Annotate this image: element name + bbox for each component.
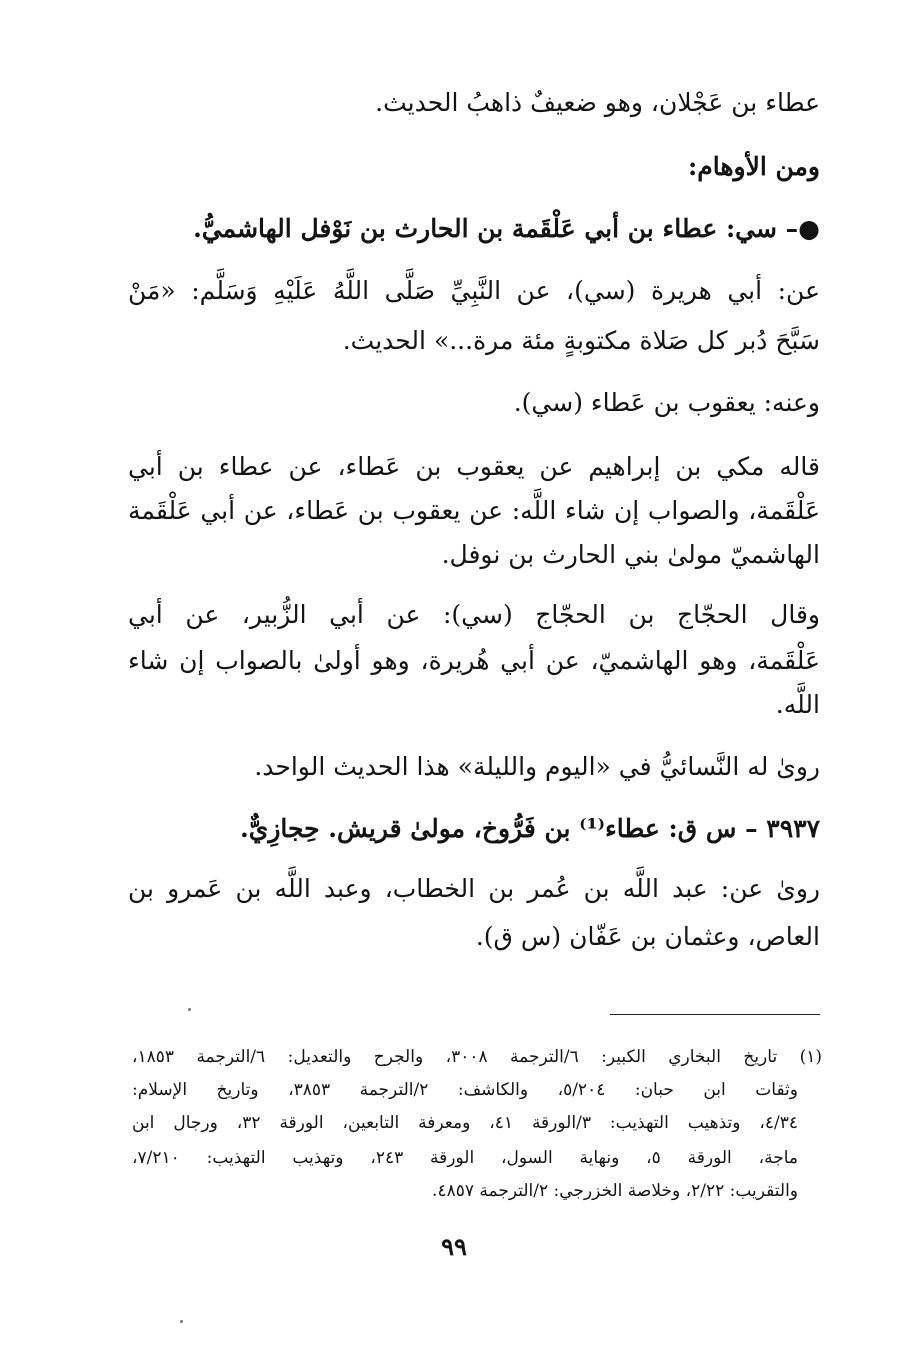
body-line: روىٰ عن: عبد اللَّه بن عُمر بن الخطاب، وعبد اللَّه بن عَمرو بن: [128, 874, 820, 903]
body-line: العاص، وعثمان بن عَفّان (س ق).: [475, 922, 820, 951]
section-heading: ومن الأوهام:: [688, 152, 820, 181]
entry-heading: ٣٩٣٧ – س ق: عطاء⁽¹⁾ بن فَرُّوخ، مولىٰ قريش. حِجازِيٌّ.: [240, 814, 820, 843]
footnote-line: والتقريب: ٢/٢٢، وخلاصة الخزرجي: ٢/الترجمة ٤٨٥٧.: [432, 1181, 798, 1201]
scan-speck: [188, 1008, 191, 1011]
entry-heading: ●– سي: عطاء بن أبي عَلْقَمة بن الحارث بن نَوْفل الهاشميُّ.: [193, 214, 820, 243]
body-line: عَلْقَمة، والصواب إن شاء اللَّه: عن يعقوب بن عَطاء، عن أبي عَلْقَمة: [128, 496, 820, 525]
body-line: عن: أبي هريرة (سي)، عن النَّبِيِّ صَلَّى اللَّهُ عَلَيْهِ وَسَلَّم: «مَنْ: [128, 276, 820, 305]
footnote-line: ماجة، الورقة ٥، ونهاية السول، الورقة ٢٤٣، وتهذيب التهذيب: ٧/٢١٠،: [132, 1148, 798, 1168]
body-line: الهاشميّ مولىٰ بني الحارث بن نوفل.: [441, 540, 820, 569]
body-line: روىٰ له النَّسائيُّ في «اليوم والليلة» هذا الحديث الواحد.: [254, 752, 820, 781]
scan-speck: [180, 1320, 183, 1323]
footnote-line: وثقات ابن حبان: ٥/٢٠٤، والكاشف: ٢/الترجمة ٣٨٥٣، وتاريخ الإسلام:: [132, 1080, 798, 1100]
body-line: وعنه: يعقوب بن عَطاء (سي).: [513, 388, 820, 417]
footnote-line: ٤/٣٤، وتذهيب التهذيب: ٣/الورقة ٤١، ومعرفة التابعين، الورقة ٣٢، ورجال ابن: [132, 1113, 798, 1133]
body-line: قاله مكي بن إبراهيم عن يعقوب بن عَطاء، عن عطاء بن أبي: [128, 452, 820, 481]
body-line: عَلْقَمة، وهو الهاشميّ، عن أبي هُريرة، وهو أولىٰ بالصواب إن شاء: [128, 646, 820, 675]
body-line: اللَّه.: [775, 690, 820, 719]
footnote-separator: [610, 1014, 820, 1015]
footnote-line: (١) تاريخ البخاري الكبير: ٦/الترجمة ٣٠٠٨، والجرح والتعديل: ٦/الترجمة ١٨٥٣،: [132, 1047, 823, 1067]
body-line: وقال الحجّاج بن الحجّاج (سي): عن أبي الزُّبير، عن أبي: [128, 600, 820, 629]
body-line: سَبَّحَ دُبر كل صَلاة مكتوبةٍ مئة مرة...» الحديث.: [342, 326, 820, 355]
page-number: ٩٩: [441, 1232, 467, 1261]
body-line: عطاء بن عَجْلان، وهو ضعيفٌ ذاهبُ الحديث.: [375, 88, 820, 117]
